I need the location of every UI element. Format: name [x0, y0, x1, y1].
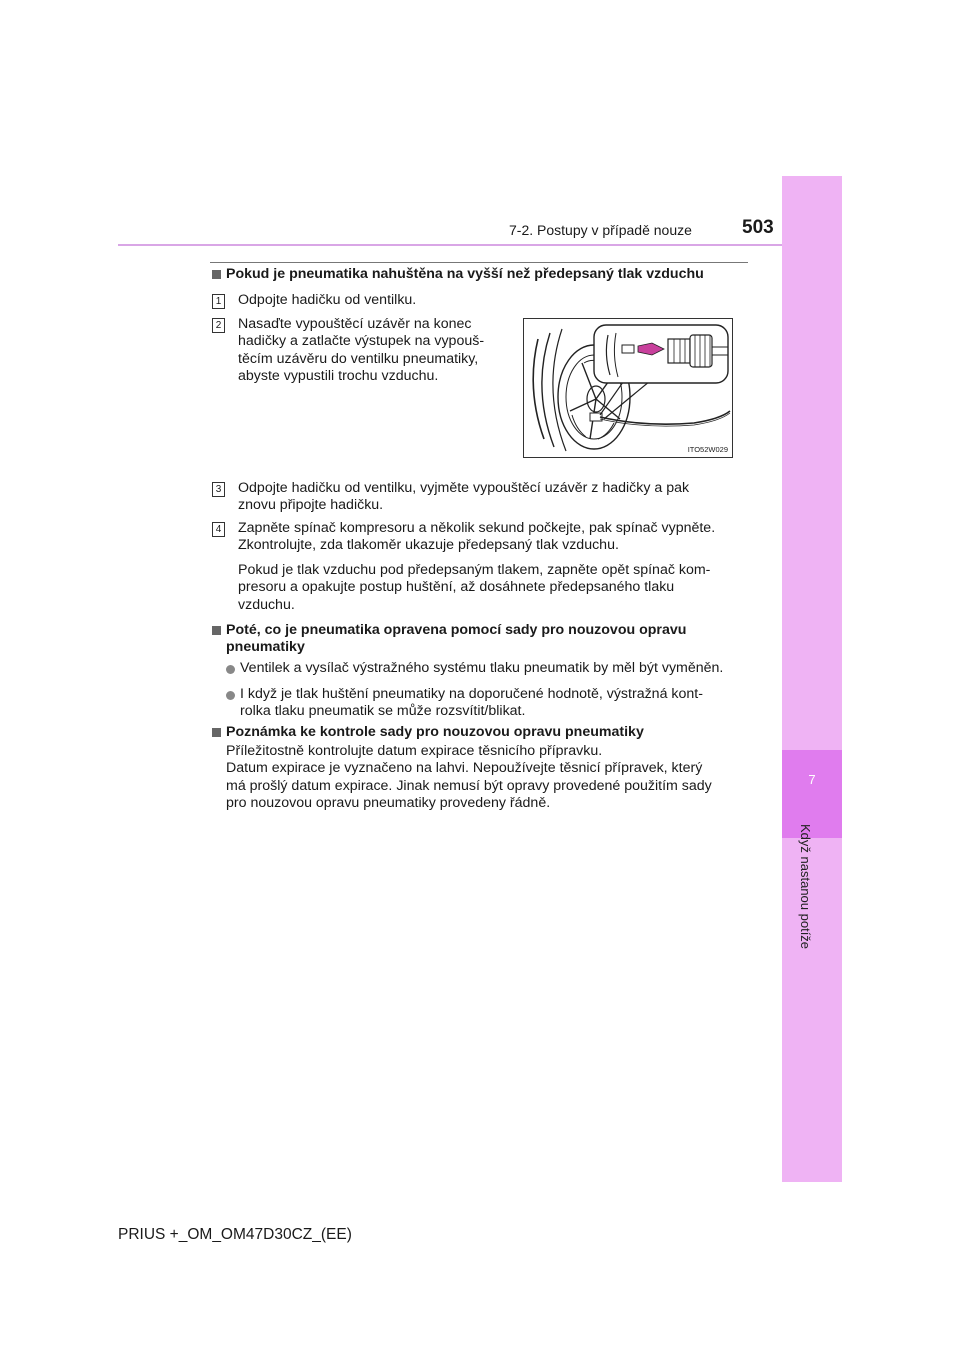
bullet-dot-icon [226, 691, 235, 700]
chapter-title: Když nastanou potíže [798, 824, 813, 950]
section-heading: Poznámka ke kontrole sady pro nouzovou opravu pneumatiky [226, 724, 644, 740]
header-divider [118, 244, 782, 246]
chapter-side-tab [782, 176, 842, 1182]
section-heading: Poté, co je pneumatika opravena pomocí sady pro nouzovou opravu pneumatiky [226, 622, 687, 656]
step-text: Zapněte spínač kompresoru a několik sekund počkejte, pak spínač vypněte. Zkontrolujte, zda tlakoměr ukazuje předepsaný tlak vzduchu. [238, 520, 716, 554]
note-paragraph: Pokud je tlak vzduchu pod předepsaným tlakem, zapněte opět spínač kom- presoru a opakujte postup huštění, až dosáhnete předepsaného tlaku vzduchu. [238, 562, 711, 613]
bullet-dot-icon [226, 665, 235, 674]
tire-valve-drawing [524, 319, 732, 457]
step-number: 4 [212, 522, 225, 537]
step-text: Odpojte hadičku od ventilku. [238, 292, 417, 308]
section-heading: Pokud je pneumatika nahuštěna na vyšší než předepsaný tlak vzduchu [226, 266, 704, 282]
figure-code: ITO52W029 [687, 445, 728, 454]
bullet-text: I když je tlak huštění pneumatiky na doporučené hodnotě, výstražná kont- rolka tlaku pneumatik se může rozsvítit/blikat. [240, 686, 703, 720]
footer-code: PRIUS +_OM_OM47D30CZ_(EE) [118, 1226, 352, 1243]
step-number: 1 [212, 294, 225, 309]
heading-square-icon [212, 626, 221, 635]
chapter-number: 7 [808, 772, 816, 787]
step-number: 3 [212, 482, 225, 497]
content-rule [210, 262, 748, 263]
heading-square-icon [212, 270, 221, 279]
page-number: 503 [742, 217, 774, 238]
valve-cap-illustration [523, 318, 733, 458]
bullet-text: Ventilek a vysílač výstražného systému tlaku pneumatik by měl být vyměněn. [240, 660, 724, 676]
step-text: Nasaďte vypouštěcí uzávěr na konec hadičky a zatlačte výstupek na vypouš- těcím uzávěru do ventilku pneumatiky, abyste vypustili trochu vzduchu. [238, 316, 485, 385]
section-title: 7-2. Postupy v případě nouze [509, 222, 692, 238]
note-paragraph: Příležitostně kontrolujte datum expirace těsnicího přípravku. Datum expirace je vyznačeno na lahvi. Nepoužívejte těsnicí přípravek, který má prošlý datum expirace. Jinak nemusí být opravy provedené použitím sady pro nouzovou opravu pneumatiky provedeny řádně. [226, 743, 712, 812]
step-text: Odpojte hadičku od ventilku, vyjměte vypouštěcí uzávěr z hadičky a pak znovu připojte hadičku. [238, 480, 690, 514]
step-number: 2 [212, 318, 225, 333]
heading-square-icon [212, 728, 221, 737]
